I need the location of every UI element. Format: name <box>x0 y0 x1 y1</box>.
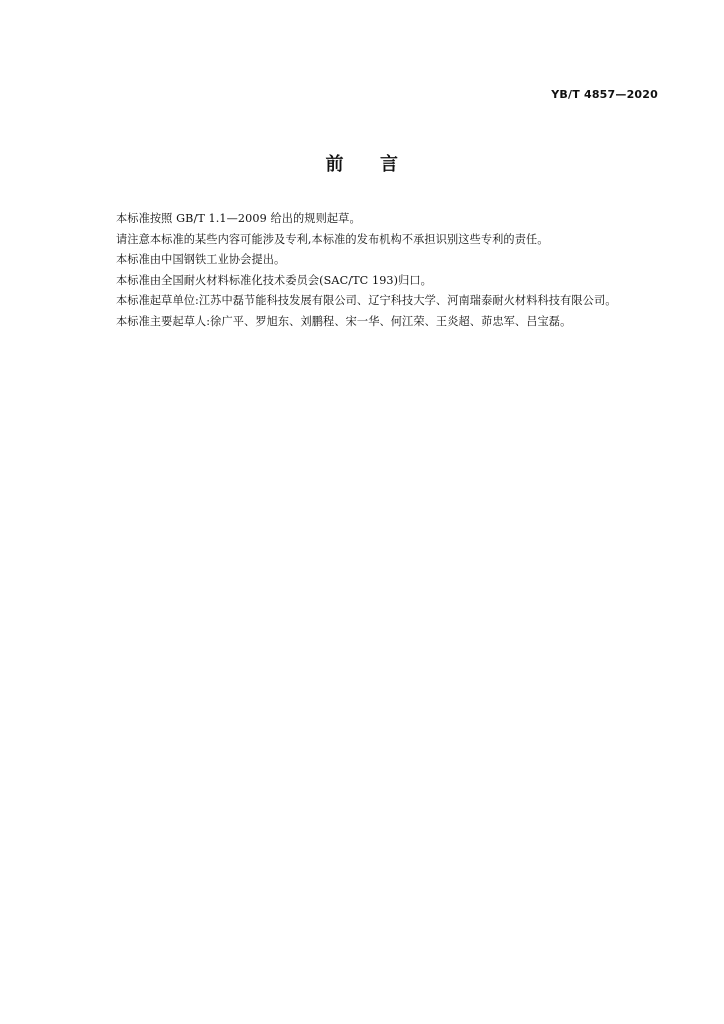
foreword-body <box>116 209 676 332</box>
paragraph-patent-notice: 请注意本标准的某些内容可能涉及专利,本标准的发布机构不承担识别这些专利的责任。 <box>116 232 549 246</box>
paragraph-drafting-units: 本标准起草单位:江苏中磊节能科技发展有限公司、辽宁科技大学、河南瑞泰耐火材料科技有限公司。 <box>116 294 617 307</box>
paragraph-main-drafters: 本标准主要起草人:徐广平、罗旭东、刘鹏程、宋一华、何江荣、王炎超、茆忠军、吕宝磊。 <box>116 314 572 328</box>
standard-code: YB/T 4857—2020 <box>551 88 658 101</box>
page-title <box>0 150 724 176</box>
title-char-1: 前 <box>325 154 344 175</box>
paragraph-technical-committee: 本标准由全国耐火材料标准化技术委员会(SAC/TC 193)归口。 <box>116 273 432 287</box>
title-char-2: 言 <box>380 154 399 175</box>
paragraph-proposed-by: 本标准由中国钢铁工业协会提出。 <box>116 253 286 266</box>
paragraph-drafting-rules: 本标准按照 GB/T 1.1—2009 给出的规则起草。 <box>116 212 361 225</box>
